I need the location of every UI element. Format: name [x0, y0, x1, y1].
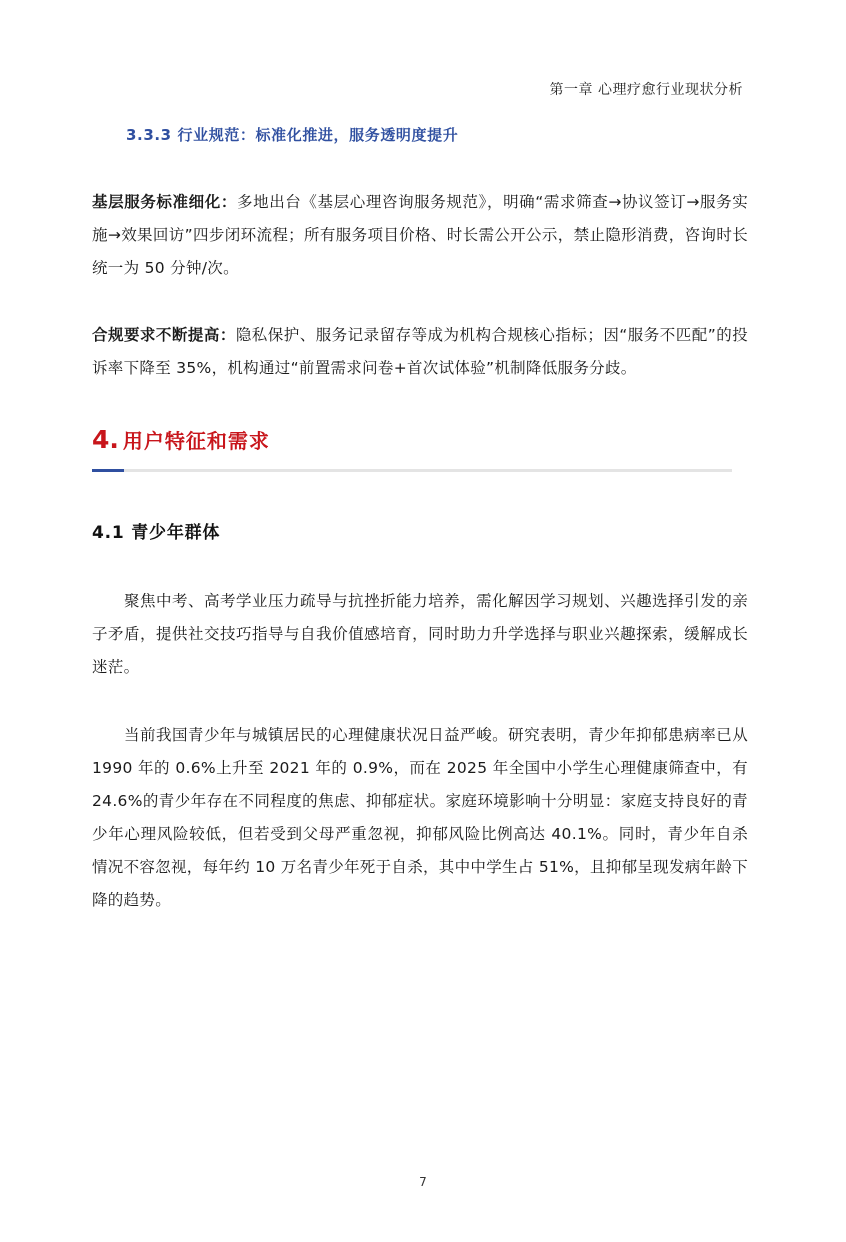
page-number: 7: [419, 1175, 427, 1189]
paragraph-compliance: [92, 319, 748, 385]
section-divider: [92, 469, 732, 472]
section-number: 4.: [92, 425, 119, 454]
paragraph-body: 隐私保护、服务记录留存等成为机构合规核心指标；因“服务不匹配”的投诉率下降至 35%，机构通过“前置需求问卷+首次试体验”机制降低服务分歧。: [92, 326, 748, 377]
paragraph-lead: 基层服务标准细化：: [92, 193, 237, 211]
paragraph-youth-statistics: 当前我国青少年与城镇居民的心理健康状况日益严峻。研究表明，青少年抑郁患病率已从 1990 年的 0.6%上升至 2021 年的 0.9%，而在 2025 年全国中小学生心理健康筛查中，有 24.6%的青少年存在不同程度的焦虑、抑郁症状。家庭环境影响十分明显：家庭支持良好的青少年心理风险较低，但若受到父母严重忽视，抑郁风险比例高达 40.1%。同时，青少年自杀情况不容忽视，每年约 10 万名青少年死于自杀，其中中学生占 51%，且抑郁呈现发病年龄下降的趋势。: [92, 726, 748, 909]
section-divider-accent: [92, 469, 124, 472]
section-heading-4: [92, 425, 270, 454]
paragraph-youth-focus: 聚焦中考、高考学业压力疏导与抗挫折能力培养，需化解因学习规划、兴趣选择引发的亲子矛盾，提供社交技巧指导与自我价值感培育，同时助力升学选择与职业兴趣探索，缓解成长迷茫。: [92, 592, 748, 676]
subsection-heading-3-3-3: 3.3.3 行业规范：标准化推进，服务透明度提升: [126, 126, 459, 144]
subsection-heading-4-1: 4.1 青少年群体: [92, 523, 221, 543]
paragraph-body: 多地出台《基层心理咨询服务规范》，明确“需求筛查→协议签订→服务实施→效果回访”四步闭环流程；所有服务项目价格、时长需公开公示，禁止隐形消费，咨询时长统一为 50 分钟/次。: [92, 193, 748, 277]
section-title: 用户特征和需求: [122, 429, 270, 453]
paragraph-lead: 合规要求不断提高：: [92, 326, 236, 344]
paragraph-standardization: [92, 186, 748, 285]
running-header: 第一章 心理疗愈行业现状分析: [549, 82, 743, 98]
